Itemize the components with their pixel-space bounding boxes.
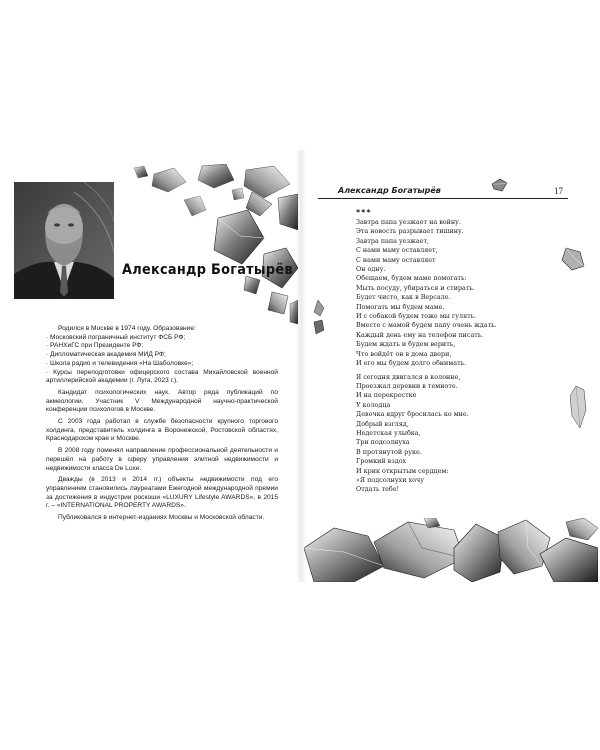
poem-line: У колодца [356,400,391,409]
poem-line: Три подсолнуха [356,438,410,447]
poem-line: Завтра папа уезжает, [356,236,430,245]
page-number: 17 [554,186,563,196]
poem-line: Эта новость разрывает тишину. [356,227,464,236]
poem-line: И его мы будем долго обнимать. [356,359,467,368]
header-crystal-icon [490,178,508,192]
poem-line: И крик открытым сердцем: [356,466,449,475]
poem-line: Мыть посуду, убираться и стирать. [356,283,475,292]
poem-line: Что войдёт он в дома двери, [356,349,452,358]
poem-line: Громкий вздох [356,457,407,466]
bio-paragraph: В 2008 году поменял направление профессиональной деятельности и перешёл на работу в сферу управления элитной недвижимости и недвижимости класса De Luxe. [46,447,278,472]
crystals-bottom-decoration-icon [304,518,598,582]
bio-paragraph: Дважды (в 2013 и 2014 гг.) объекты недвижимости под его управлением становились лауреатами Ежегодной международной премии за достижения в индустрии роскоши «LUXURY Lifestyle AWARDS», в 2015 г. – «INTERNATIONAL PROPERTY AWARDS». [46,476,278,510]
poem-line: Недетская улыбка, [356,428,421,437]
running-header-author: Александр Богатырёв [338,186,441,195]
poem-line: Помогать мы будем маме. [356,302,445,311]
poem-line: И с собакой будем тоже мы гулять. [356,312,477,321]
poem-line: «Я подсолнухи хочу [356,475,424,484]
poem-line: Я сегодня двигался в колонне, [356,372,461,381]
poem-line: Добрый взгляд, [356,419,409,428]
book-spread [2,150,598,582]
poem-text [356,218,536,495]
poem-line: С нами маму оставляет [356,255,436,264]
running-header [304,186,566,198]
right-page [304,150,598,582]
header-rule [318,198,568,199]
author-name: Александр Богатырёв [122,262,293,278]
poem-line: Будет чисто, как в Версале. [356,293,451,302]
bio-paragraph: Родился в Москве в 1974 году. Образование: [58,325,196,332]
poem-line: Девочка вдруг бросилась ко мне. [356,410,469,419]
poem-line: С нами маму оставляет, [356,246,438,255]
poem-separator: *** [356,208,372,217]
bio-list-item: · Школа радио и телевидения «На Шаболовке»; [46,359,194,367]
bio-paragraph: С 2003 года работал в службе безопасности крупного торгового холдинга, представитель холдинга в Воронежской, Ростовской областях, Краснодарском крае и Москве. [46,418,278,443]
crystal-left-icon [310,300,328,336]
bio-list-item: · РАНХиГС при Президенте РФ; [46,342,144,350]
poem-line: Обещаем, будем маме помогать: [356,274,467,283]
author-biography [46,325,278,523]
poem-line: Будем ждать и будем верить, [356,340,456,349]
poem-line: Проезжал деревни в темноте. [356,381,458,390]
poem-line: Отдать тебе! [356,485,400,494]
bio-list-item: · Дипломатическая академия МИД РФ; [46,351,166,359]
poem-line: И на перекрестке [356,391,417,400]
left-page [2,150,298,582]
poem-line: В протянутой руке. [356,447,422,456]
bio-list-item: · Московский пограничный институт ФСБ РФ; [46,333,186,341]
poem-line: Вместе с мамой будем папу очень ждать. [356,321,497,330]
crystal-right-lower-icon [570,386,588,428]
bio-list-item: · Курсы переподготовки офицерского состава Михайловской военной артиллерийской академии (г. Луга, 2023 г.). [46,368,278,385]
poem-line: Завтра папа уезжает на войну. [356,218,461,226]
crystal-right-upper-icon [560,246,586,272]
bio-paragraph: Кандидат психологических наук. Автор ряда публикаций по акмеологии. Участник V Международной научно-практической конференции психологов в Москве. [46,388,278,414]
crystals-decoration-icon [114,164,298,329]
bio-paragraph: Публиковался в интернет-изданиях Москвы и Московской области. [58,514,265,522]
poem-line: Каждый день ему на телефон писать. [356,330,484,339]
author-photo [14,182,114,299]
poem-line: Он одну. [356,265,386,274]
